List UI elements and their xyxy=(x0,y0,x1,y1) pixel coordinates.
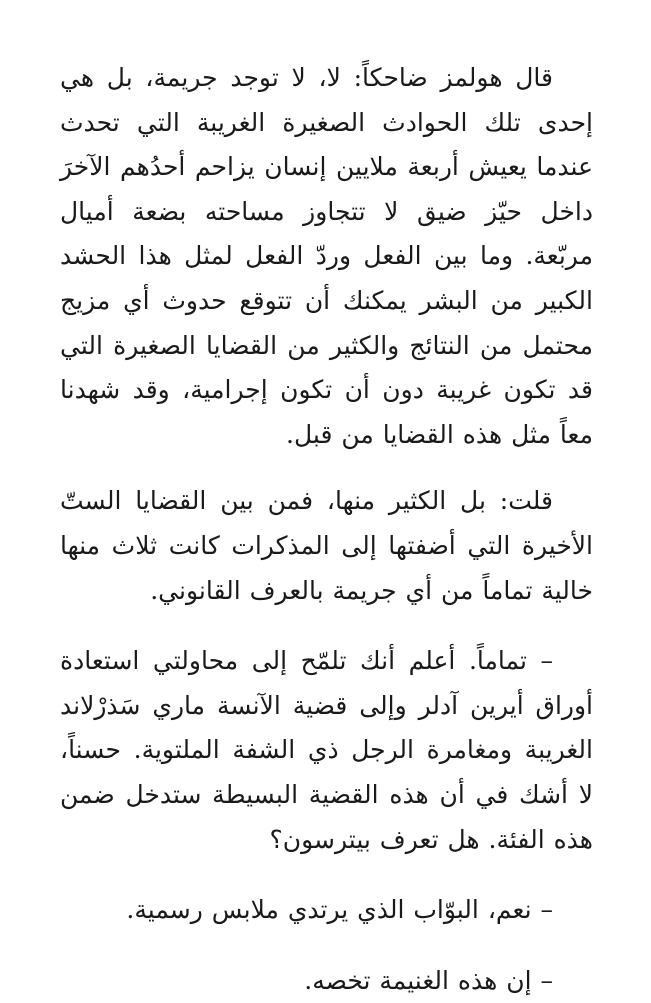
paragraph-holmes-cases: – تماماً. أعلم أنك تلمّح إلى محاولتي استعادة أوراق أيرين آدلر وإلى قضية الآنسة ماري سَذرْلاند الغريبة ومغامرة الرجل ذي الشفة الملتوية. حسناً، لا أشك في أن هذه القضية البسيطة ستدخل ضمن هذه الفئة. هل تعرف بيترسون؟ xyxy=(60,646,593,854)
paragraph-trophy: – إن هذه الغنيمة تخصه. xyxy=(304,965,553,995)
paragraph-holmes-laughing: قال هولمز ضاحكاً: لا، لا توجد جريمة، بل هي إحدى تلك الحوادث الصغيرة الغريبة التي تحدث عندما يعيش أربعة ملايين إنسان يزاحم أحدُهم الآخرَ داخل حيّز ضيق لا تتجاوز مساحته بضعة أميال مربّعة. وما بين الفعل وردّ الفعل لمثل هذا الحشد الكبير من البشر يمكنك أن تتوقع حدوث أي مزيج محتمل من النتائج والكثير من القضايا الصغيرة التي قد تكون غريبة دون أن تكون إجرامية، وقد شهدنا معاً مثل هذه القضايا من قبل. xyxy=(60,63,593,449)
paragraph-peterson-answer: – نعم، البوّاب الذي يرتدي ملابس رسمية. xyxy=(126,895,553,925)
paragraph-narrator-reply: قلت: بل الكثير منها، فمن بين القضايا الستّ الأخيرة التي أضفتها إلى المذكرات كانت ثلاث منها خالية تماماً من أي جريمة بالعرف القانوني. xyxy=(60,486,593,605)
